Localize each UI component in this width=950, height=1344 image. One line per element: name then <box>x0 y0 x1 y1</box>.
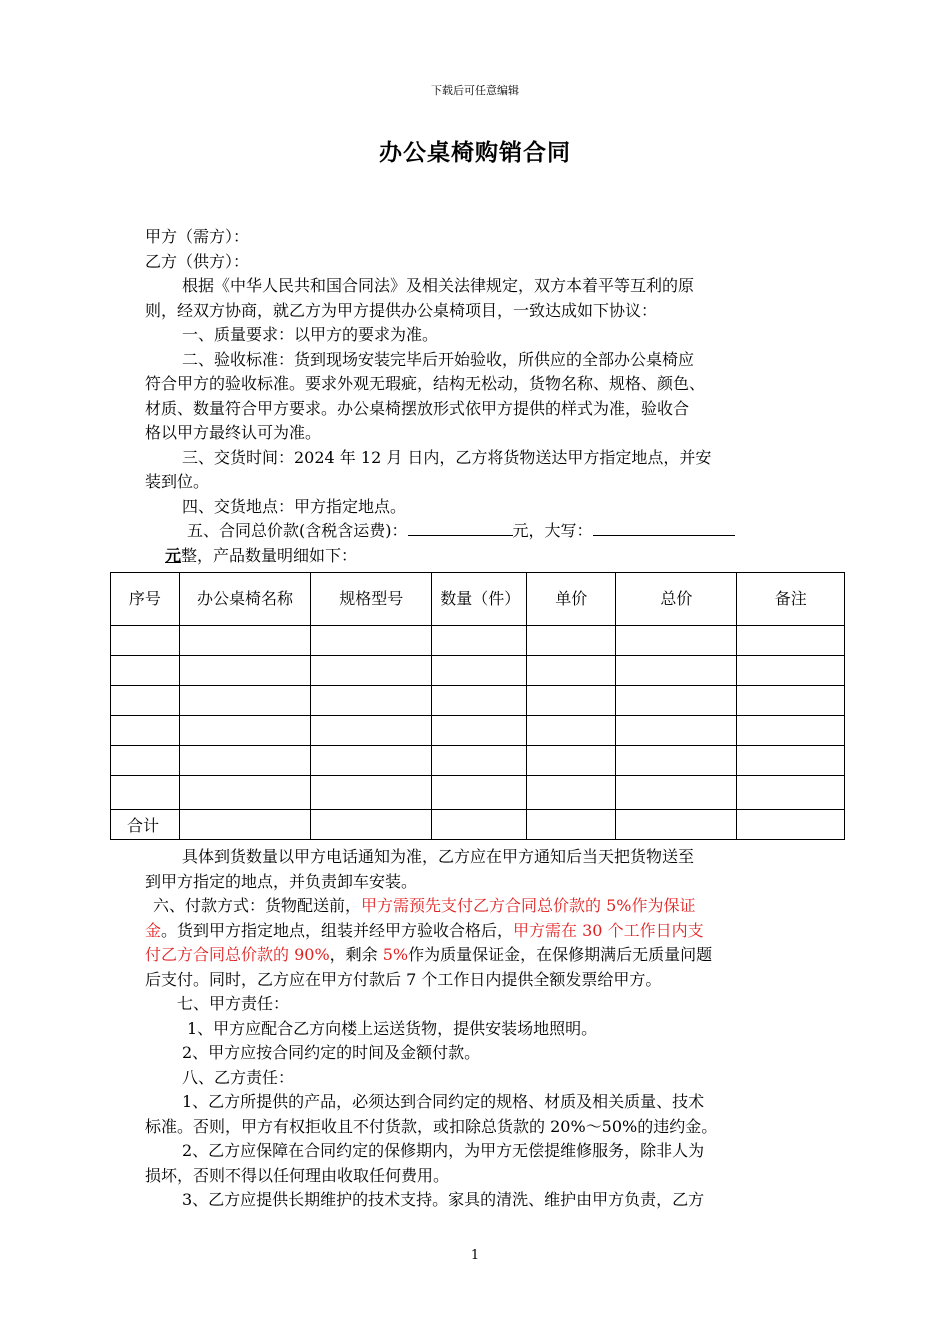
table-cell[interactable] <box>432 626 527 656</box>
payment-text: 。货到甲方指定地点，组装并经甲方验收合格后， <box>161 920 514 940</box>
product-table <box>110 572 845 840</box>
table-cell[interactable] <box>527 686 616 716</box>
clause-delivery-time-line-1: 三、交货时间：2024 年 12 月 日内，乙方将货物送达甲方指定地点，并安 <box>182 447 712 467</box>
clause-acceptance-line-1: 二、验收标准：货到现场安装完毕后开始验收，所供应的全部办公桌椅应 <box>182 349 695 369</box>
clause-price-line-2 <box>145 544 807 569</box>
clause-delivery-place: 四、交货地点：甲方指定地点。 <box>182 496 407 516</box>
price-suffix: 整，产品数量明细如下： <box>181 545 358 565</box>
table-cell[interactable] <box>527 716 616 746</box>
payment-highlight: 甲方需在 30 个工作日内支 <box>513 920 704 940</box>
table-header-row <box>111 573 845 626</box>
table-cell[interactable] <box>616 746 737 776</box>
header-unit-price: 单价 <box>527 573 616 626</box>
table-row <box>111 716 845 746</box>
table-cell[interactable] <box>111 716 180 746</box>
header-name: 办公桌椅名称 <box>179 573 311 626</box>
table-row <box>111 746 845 776</box>
party-a-duty-2: 2、甲方应按合同约定的时间及金额付款。 <box>182 1043 481 1062</box>
header-qty: 数量（件） <box>432 573 527 626</box>
table-cell[interactable] <box>737 746 845 776</box>
table-cell[interactable] <box>527 746 616 776</box>
header-seq: 序号 <box>111 573 180 626</box>
payment-line-1 <box>145 894 807 919</box>
table-row <box>111 656 845 686</box>
payment-highlight: 甲方需预先支付乙方合同总价款的 5%作为保证 <box>361 896 696 915</box>
table-cell[interactable] <box>737 626 845 656</box>
table-cell[interactable] <box>432 716 527 746</box>
table-cell[interactable] <box>432 810 527 840</box>
table-cell[interactable] <box>432 656 527 686</box>
clause-quality: 一、质量要求：以甲方的要求为准。 <box>182 325 439 344</box>
contract-body-bottom <box>145 845 807 1213</box>
party-b-line: 乙方（供方）： <box>145 251 250 271</box>
clause-delivery-time-line-2: 装到位。 <box>145 472 210 491</box>
table-cell[interactable] <box>179 810 311 840</box>
clause-acceptance-line-4: 格以甲方最终认可为准。 <box>145 423 322 442</box>
table-cell[interactable] <box>527 626 616 656</box>
table-cell[interactable] <box>311 626 432 656</box>
payment-line-3 <box>145 943 807 968</box>
table-cell[interactable] <box>179 716 311 746</box>
table-cell[interactable] <box>616 686 737 716</box>
table-cell[interactable] <box>311 746 432 776</box>
party-b-duty-1-line-1: 1、乙方所提供的产品，必须达到合同约定的规格、材质及相关质量、技术 <box>182 1092 705 1111</box>
party-a-line: 甲方（需方）： <box>145 227 250 246</box>
table-row <box>111 776 845 810</box>
party-a-duties-heading: 七、甲方责任： <box>177 994 290 1013</box>
table-total-row <box>111 810 845 840</box>
table-row <box>111 626 845 656</box>
party-b-duty-1-line-2: 标准。否则，甲方有权拒收且不付货款，或扣除总货款的 20%～50%的违约金。 <box>145 1116 718 1136</box>
payment-highlight: 金 <box>145 920 162 940</box>
payment-text: 六、付款方式：货物配送前， <box>153 896 362 915</box>
table-cell[interactable] <box>311 810 432 840</box>
table-cell[interactable] <box>311 686 432 716</box>
header-note: 下载后可任意编辑 <box>431 84 519 97</box>
after-table-line-2: 到甲方指定的地点，并负责卸车安装。 <box>145 871 418 891</box>
table-cell[interactable] <box>737 686 845 716</box>
payment-text: ，剩余 <box>329 945 383 964</box>
party-b-duty-2-line-2: 损坏，否则不得以任何理由收取任何费用。 <box>145 1165 450 1185</box>
table-cell[interactable] <box>179 626 311 656</box>
price-yuan: 元 <box>165 545 182 565</box>
table-cell[interactable] <box>616 776 737 810</box>
price-words-blank[interactable] <box>593 519 735 536</box>
table-cell[interactable] <box>527 656 616 686</box>
preamble-line-1: 根据《中华人民共和国合同法》及相关法律规定，双方本着平等互利的原 <box>182 276 695 295</box>
payment-line-4: 后支付。同时，乙方应在甲方付款后 7 个工作日内提供全额发票给甲方。 <box>145 969 662 989</box>
table-cell[interactable] <box>179 776 311 810</box>
table-cell[interactable] <box>311 656 432 686</box>
party-b-duty-2-line-1: 2、乙方应保障在合同约定的保修期内，为甲方无偿提维修服务，除非人为 <box>182 1141 705 1160</box>
party-b-duty-3-line-1: 3、乙方应提供长期维护的技术支持。家具的清洗、维护由甲方负责，乙方 <box>182 1190 705 1209</box>
table-cell[interactable] <box>111 656 180 686</box>
clause-acceptance-line-2: 符合甲方的验收标准。要求外观无瑕疵，结构无松动，货物名称、规格、颜色、 <box>145 374 706 393</box>
table-cell[interactable] <box>737 656 845 686</box>
payment-highlight: 5% <box>382 945 409 964</box>
party-b-duties-heading: 八、乙方责任： <box>182 1067 295 1087</box>
table-cell[interactable] <box>111 776 180 810</box>
payment-text: 作为质量保证金，在保修期满后无质量问题 <box>408 945 713 964</box>
table-cell[interactable] <box>179 686 311 716</box>
table-cell[interactable] <box>527 810 616 840</box>
table-cell[interactable] <box>432 776 527 810</box>
page-number: 1 <box>470 1248 480 1263</box>
table-cell[interactable] <box>179 656 311 686</box>
table-cell[interactable] <box>111 686 180 716</box>
total-label: 合计 <box>111 810 180 840</box>
table-cell[interactable] <box>111 626 180 656</box>
price-unit: 元，大写： <box>512 521 593 540</box>
after-table-line-1: 具体到货数量以甲方电话通知为准，乙方应在甲方通知后当天把货物送至 <box>182 847 695 866</box>
payment-line-2 <box>145 919 807 944</box>
payment-highlight: 付乙方合同总价款的 90% <box>145 945 330 964</box>
table-cell[interactable] <box>179 746 311 776</box>
table-row <box>111 686 845 716</box>
party-a-duty-1: 1、甲方应配合乙方向楼上运送货物，提供安装场地照明。 <box>187 1018 598 1038</box>
table-cell[interactable] <box>737 810 845 840</box>
table-cell[interactable] <box>432 686 527 716</box>
table-cell[interactable] <box>616 716 737 746</box>
table-cell[interactable] <box>616 810 737 840</box>
table-cell[interactable] <box>616 656 737 686</box>
table-cell[interactable] <box>111 746 180 776</box>
table-cell[interactable] <box>737 776 845 810</box>
preamble-line-2: 则，经双方协商，就乙方为甲方提供办公桌椅项目，一致达成如下协议： <box>145 300 658 320</box>
table-cell[interactable] <box>737 716 845 746</box>
price-prefix: 五、合同总价款(含税含运费)： <box>187 521 408 540</box>
table-cell[interactable] <box>527 776 616 810</box>
header-spec: 规格型号 <box>311 573 432 626</box>
clause-acceptance-line-3: 材质、数量符合甲方要求。办公桌椅摆放形式依甲方提供的样式为准，验收合 <box>145 398 690 418</box>
header-remark: 备注 <box>737 573 845 626</box>
price-amount-blank[interactable] <box>408 519 513 536</box>
contract-body-top <box>145 225 807 568</box>
header-total-price: 总价 <box>616 573 737 626</box>
table-cell[interactable] <box>311 776 432 810</box>
table-cell[interactable] <box>311 716 432 746</box>
table-cell[interactable] <box>616 626 737 656</box>
table-cell[interactable] <box>432 746 527 776</box>
contract-title: 办公桌椅购销合同 <box>379 139 571 166</box>
clause-price-line-1 <box>145 519 807 544</box>
